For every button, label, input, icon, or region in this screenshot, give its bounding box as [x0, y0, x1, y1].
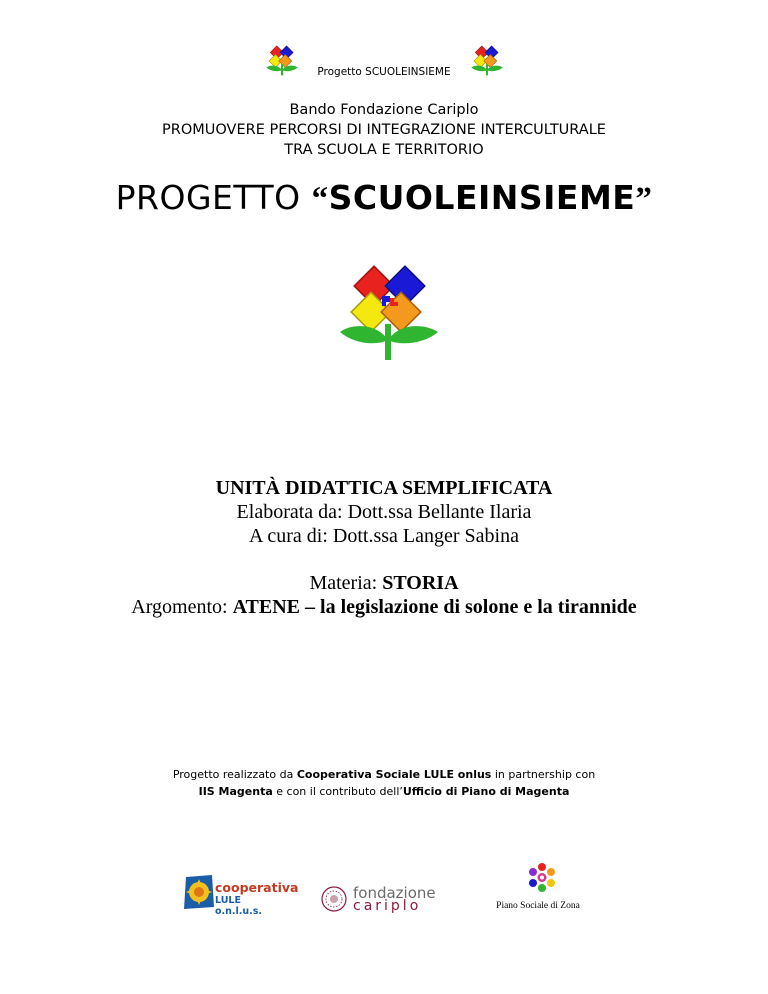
- bando-line-1: Bando Fondazione Cariplo: [289, 102, 479, 118]
- argomento-label: Argomento:: [131, 596, 233, 618]
- credits-text-1: Progetto realizzato da: [172, 768, 297, 781]
- lule-logo-line-2: LULE o.n.l.u.s.: [215, 895, 263, 917]
- page-title: [0, 178, 768, 218]
- subject-block: [0, 571, 768, 619]
- argomento-value: ATENE – la legislazione di solone e la tirannide: [232, 596, 637, 618]
- credits-text-3: e con il contributo dell’: [272, 785, 403, 798]
- credits-line-2: [0, 783, 768, 800]
- bando-block: [0, 100, 768, 160]
- unit-block: [0, 476, 768, 548]
- title-prefix: PROGETTO: [115, 178, 312, 217]
- cariplo-logo: [321, 884, 441, 914]
- piano-sociale-label: Piano Sociale di Zona: [496, 901, 580, 911]
- credits-org-lule: Cooperativa Sociale LULE onlus: [296, 768, 492, 781]
- argomento-line: [0, 595, 768, 619]
- piano-flower-icon: [528, 862, 556, 898]
- bando-line-2: PROMUOVERE PERCORSI DI INTEGRAZIONE INTERCULTURALE: [162, 122, 606, 138]
- unit-author: Elaborata da: Dott.ssa Bellante Ilaria: [236, 501, 532, 523]
- title-open-quote: “: [311, 181, 329, 217]
- cariplo-seal-icon: [321, 886, 347, 912]
- credits-block: [0, 766, 768, 800]
- materia-value: STORIA: [382, 572, 459, 594]
- unit-editor: A cura di: Dott.ssa Langer Sabina: [249, 525, 519, 547]
- cariplo-logo-line-1: fondazione: [353, 884, 436, 902]
- credits-text-2: in partnership con: [491, 768, 596, 781]
- flower-logo-icon: [338, 262, 442, 360]
- credits-org-ufficio: Ufficio di Piano di Magenta: [402, 785, 570, 798]
- header-label: Progetto SCUOLEINSIEME: [317, 66, 451, 78]
- unit-heading: UNITÀ DIDATTICA SEMPLIFICATA: [215, 477, 553, 499]
- materia-line: [0, 571, 768, 595]
- credits-org-iis: IIS Magenta: [198, 785, 273, 798]
- piano-sociale-logo: [486, 862, 596, 914]
- lule-sun-icon: [182, 873, 216, 911]
- cariplo-logo-line-2: cariplo: [353, 898, 422, 914]
- title-name: SCUOLEINSIEME: [328, 178, 636, 217]
- bando-line-3: TRA SCUOLA E TERRITORIO: [284, 142, 484, 158]
- lule-logo-line-1: cooperativa: [215, 880, 299, 895]
- materia-label: Materia:: [309, 572, 383, 594]
- credits-line-1: [0, 766, 768, 783]
- lule-logo: [182, 873, 299, 917]
- title-close-quote: ”: [635, 181, 653, 217]
